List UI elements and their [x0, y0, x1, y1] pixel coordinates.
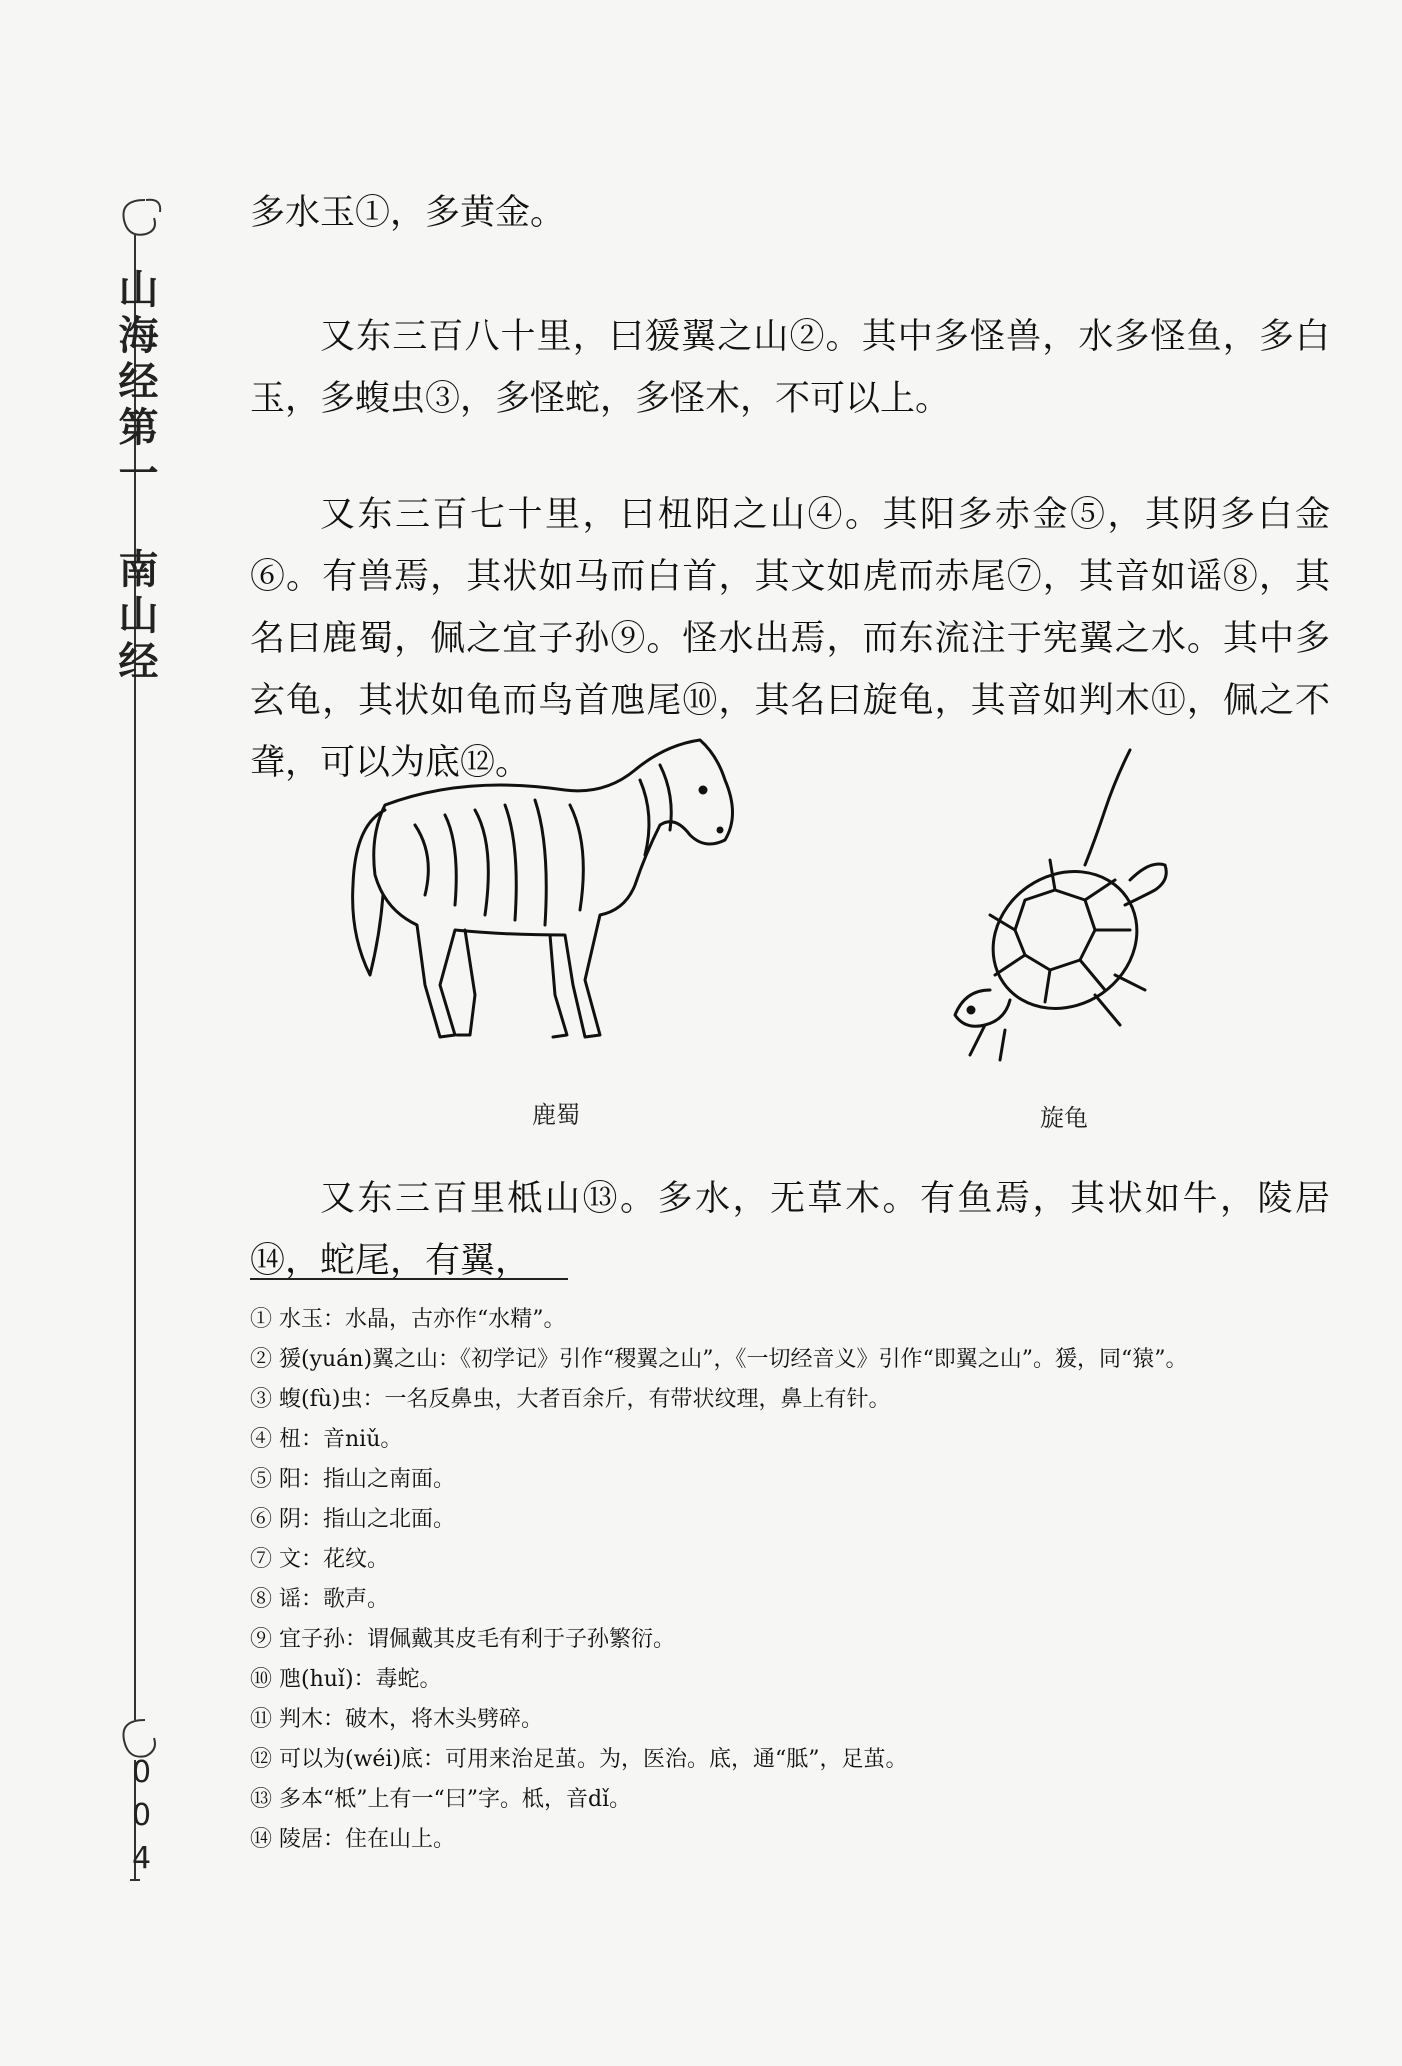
footnotes [250, 1300, 1330, 1860]
footnote-4: ④ 杻：音niǔ。 [250, 1427, 403, 1452]
xuangui-turtle-illustration [945, 740, 1175, 1070]
footnote-3: ③ 蝮(fù)虫：一名反鼻虫，大者百余斤，有带状纹理，鼻上有针。 [250, 1387, 891, 1412]
footnote-7: ⑦ 文：花纹。 [250, 1547, 389, 1572]
paragraph-3: 又东三百七十里，曰杻阳之山④。其阳多赤金⑤，其阴多白金⑥。有兽焉，其状如马而白首，其文如虎而赤尾⑦，其音如谣⑧，其名曰鹿蜀，佩之宜子孙⑨。怪水出焉，而东流注于宪翼之水。其中多玄龟，其状如龟而鸟首虺尾⑩，其名曰旋龟，其音如判木⑪，佩之不聋，可以为底⑫。 [250, 495, 1330, 783]
vertical-book-title: 山海经第一 [112, 268, 159, 498]
footnote-6: ⑥ 阴：指山之北面。 [250, 1507, 455, 1532]
paragraph-4: 又东三百里柢山⑬。多水，无草木。有鱼焉，其状如牛，陵居⑭，蛇尾，有翼， [250, 1179, 1330, 1281]
lushu-horse-illustration [345, 735, 765, 1065]
footnote-5: ⑤ 阳：指山之南面。 [250, 1467, 455, 1492]
footnote-9: ⑨ 宜子孙：谓佩戴其皮毛有利于子孙繁衍。 [250, 1627, 675, 1652]
footnote-8: ⑧ 谣：歌声。 [250, 1587, 389, 1612]
vertical-section-title: 南山经 [112, 548, 159, 686]
footnote-12: ⑫ 可以为(wéi)底：可用来治足茧。为，医治。底，通“胝”，足茧。 [250, 1747, 908, 1772]
paragraph-2: 又东三百八十里，曰猨翼之山②。其中多怪兽，水多怪鱼，多白玉，多蝮虫③，多怪蛇，多怪木，不可以上。 [250, 317, 1330, 419]
footnote-10: ⑩ 虺(huǐ)：毒蛇。 [250, 1667, 442, 1692]
caption-lushu: 鹿蜀 [532, 1101, 580, 1129]
footnote-13: ⑬ 多本“柢”上有一“曰”字。柢，音dǐ。 [250, 1787, 632, 1812]
footnote-11: ⑪ 判木：破木，将木头劈碎。 [250, 1707, 543, 1732]
footnote-2: ② 猨(yuán)翼之山：《初学记》引作“稷翼之山”，《一切经音义》引作“即翼之山”。猨，同“猿”。 [250, 1347, 1188, 1372]
page-number: 004 [124, 1755, 159, 1884]
footnote-14: ⑭ 陵居：住在山上。 [250, 1827, 455, 1852]
footnote-divider [250, 1278, 568, 1280]
paragraph-1: 多水玉①，多黄金。 [250, 193, 566, 233]
caption-xuangui: 旋龟 [1040, 1104, 1088, 1132]
footnote-1: ① 水玉：水晶，古亦作“水精”。 [250, 1307, 566, 1332]
